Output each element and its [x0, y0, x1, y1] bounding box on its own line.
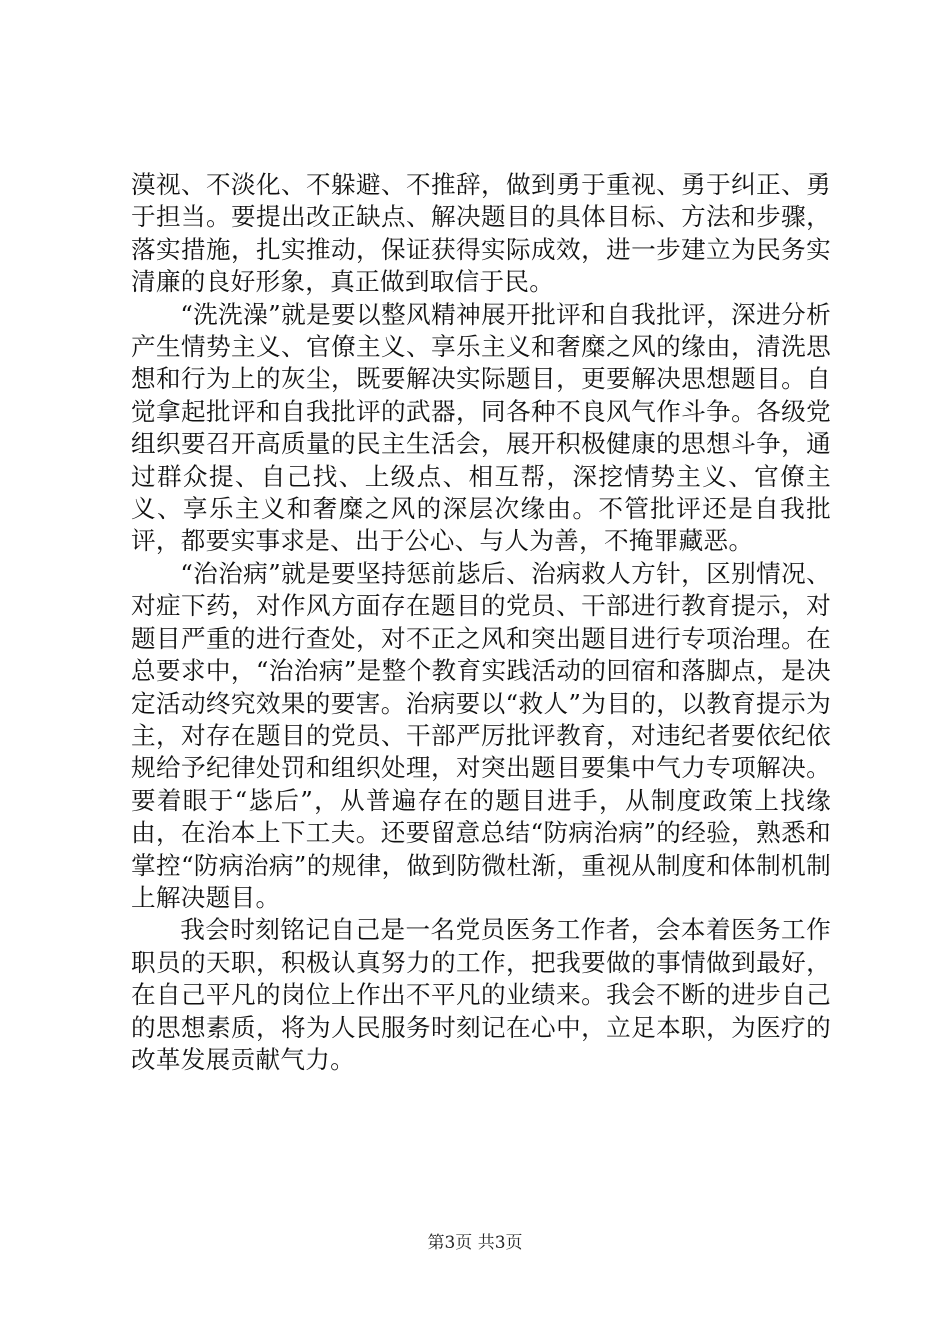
document-body: [131, 169, 831, 1076]
paragraph-cure: “治治病”就是要坚持惩前毖后、治病救人方针，区别情况、对症下药，对作风方面存在题目的党员、干部进行教育提示，对题目严重的进行查处，对不正之风和突出题目进行专项治理。在总要求中，“治治病”是整个教育实践活动的回宿和落脚点，是决定活动终究效果的要害。治病要以“救人”为目的，以教育提示为主，对存在题目的党员、干部严厉批评教育，对违纪者要依纪依规给予纪律处罚和组织处理，对突出题目要集中气力专项解决。要着眼于“毖后”，从普遍存在的题目进手，从制度政策上找缘由，在治本上下工夫。还要留意总结“防病治病”的经验，熟悉和掌控“防病治病”的规律，做到防微杜渐，重视从制度和体制机制上解决题目。: [131, 558, 831, 912]
paragraph-commitment: 我会时刻铭记自己是一名党员医务工作者，会本着医务工作职员的天职，积极认真努力的工作，把我要做的事情做到最好，在自己平凡的岗位上作出不平凡的业绩来。我会不断的进步自己的思想素质，将为人民服务时刻记在心中，立足本职，为医疗的改革发展贡献气力。: [131, 915, 831, 1074]
paragraph-continuation: 漠视、不淡化、不躲避、不推辞，做到勇于重视、勇于纠正、勇于担当。要提出改正缺点、解决题目的具体目标、方法和步骤，落实措施，扎实推动，保证获得实际成效，进一步建立为民务实清廉的良好形象，真正做到取信于民。: [131, 170, 831, 297]
page-number-footer: 第3页 共3页: [427, 1233, 523, 1253]
paragraph-bathe: “洗洗澡”就是要以整风精神展开批评和自我批评，深进分析产生情势主义、官僚主义、享乐主义和奢糜之风的缘由，清洗思想和行为上的灰尘，既要解决实际题目，更要解决思想题目。自觉拿起批评和自我批评的武器，同各种不良风气作斗争。各级党组织要召开高质量的民主生活会，展开积极健康的思想斗争，通过群众提、自己找、上级点、相互帮，深挖情势主义、官僚主义、享乐主义和奢糜之风的深层次缘由。不管批评还是自我批评，都要实事求是、出于公心、与人为善，不掩罪藏恶。: [131, 299, 831, 556]
